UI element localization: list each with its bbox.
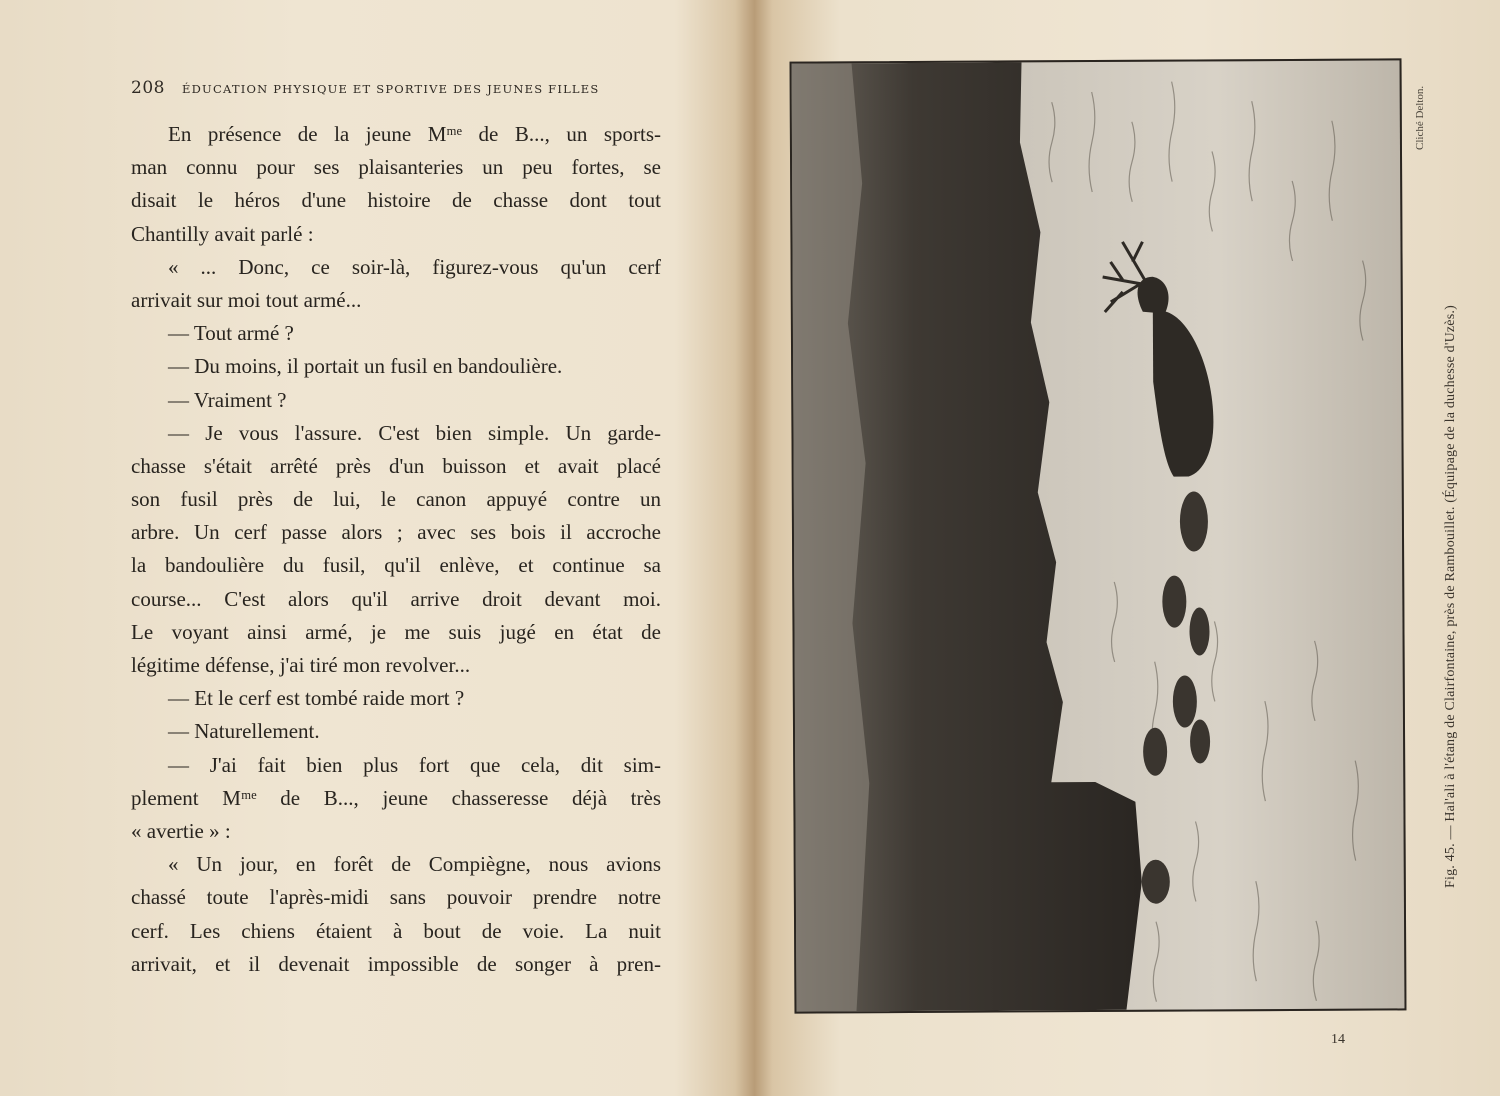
figure-caption: Fig. 45. — Hal'ali à l'étang de Clairfontaine, près de Rambouillet. (Équipage de la duchesse d'Uzès.) xyxy=(1443,305,1458,888)
text-line: — Du moins, il portait un fusil en bandoulière. xyxy=(168,354,563,379)
text-line: cerf. Les chiens étaient à bout de voie. La nuit xyxy=(131,918,661,943)
hunting-photograph xyxy=(790,58,1407,1013)
text-line: man connu pour ses plaisanteries un peu fortes, se xyxy=(131,155,661,180)
signature-mark: 14 xyxy=(1331,1032,1345,1047)
text-line: légitime défense, j'ai tiré mon revolver... xyxy=(131,653,471,677)
running-head xyxy=(131,78,671,104)
text-line: « ... Donc, ce soir-là, figurez-vous qu'un cerf xyxy=(168,254,661,279)
text-line: « avertie » : xyxy=(131,818,231,843)
photo-illustration xyxy=(792,60,1405,1011)
text-line: En présence de la jeune Mᵐᵉ de B..., un sports- xyxy=(168,122,661,146)
page-number: 208 xyxy=(131,78,165,98)
text-line: chassé toute l'après-midi sans pouvoir prendre notre xyxy=(131,885,661,910)
text-line: disait le héros d'une histoire de chasse dont tout xyxy=(131,188,661,213)
text-line: course... C'est alors qu'il arrive droit devant moi. xyxy=(131,586,661,611)
text-line: arbre. Un cerf passe alors ; avec ses bois il accroche xyxy=(131,520,661,545)
text-line: « Un jour, en forêt de Compiègne, nous avions xyxy=(168,852,661,877)
text-line: arrivait, et il devenait impossible de songer à pren- xyxy=(131,951,661,976)
text-line: — Et le cerf est tombé raide mort ? xyxy=(168,686,465,711)
text-line: — Je vous l'assure. C'est bien simple. Un garde- xyxy=(168,420,661,445)
text-line: — Naturellement. xyxy=(168,719,320,744)
text-line: Le voyant ainsi armé, je me suis jugé en état de xyxy=(131,619,661,644)
photo-credit: Cliché Delton. xyxy=(1414,85,1426,150)
text-line: Chantilly avait parlé : xyxy=(131,221,314,246)
text-line: — J'ai fait bien plus fort que cela, dit sim- xyxy=(168,752,661,777)
running-title: ÉDUCATION PHYSIQUE ET SPORTIVE DES JEUNES FILLES xyxy=(182,82,600,96)
text-line: chasse s'était arrêté près d'un buisson et avait placé xyxy=(131,453,661,478)
hazy-foreground xyxy=(792,63,871,1011)
text-line: — Tout armé ? xyxy=(168,321,294,346)
body-text xyxy=(131,118,661,981)
text-line: — Vraiment ? xyxy=(168,387,287,412)
text-line: plement Mᵐᵉ de B..., jeune chasseresse déjà très xyxy=(131,785,661,810)
text-line: la bandoulière du fusil, qu'il enlève, et continue sa xyxy=(131,553,661,578)
text-line: arrivait sur moi tout armé... xyxy=(131,287,362,312)
text-line: son fusil près de lui, le canon appuyé contre un xyxy=(131,487,661,512)
